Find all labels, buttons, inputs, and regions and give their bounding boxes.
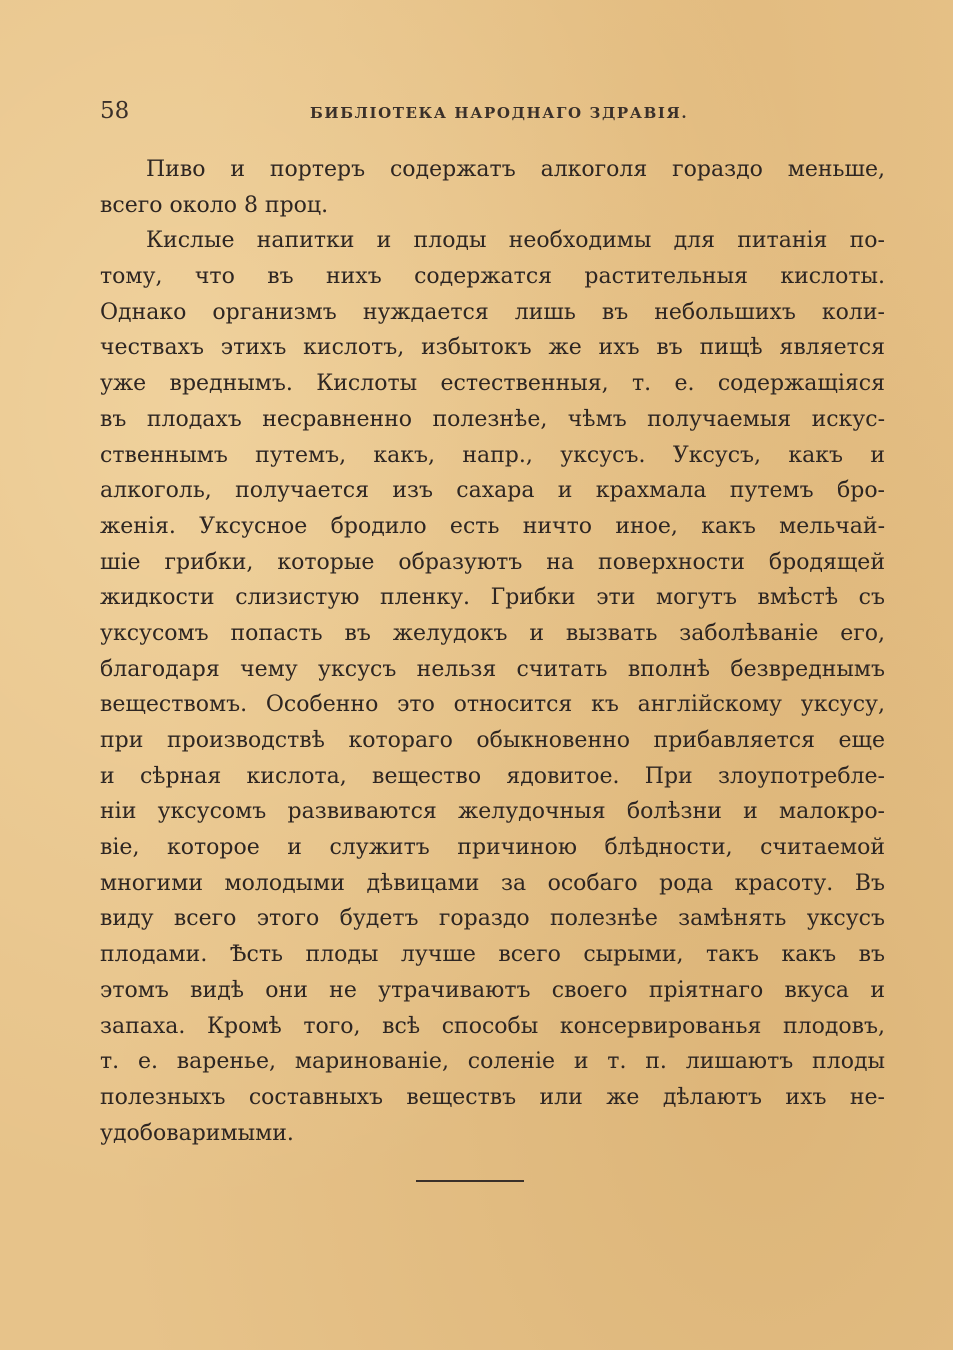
- text-line: многими молодыми дѣвицами за особаго рода красоту. Въ: [100, 870, 885, 896]
- text-line: при производствѣ котораго обыкновенно прибавляется еще: [100, 728, 885, 753]
- text-line: уксусомъ попасть въ желудокъ и вызвать заболѣваніе его,: [100, 620, 885, 646]
- text-line: удобоваримыми.: [100, 1120, 294, 1146]
- text-line: запаха. Кромѣ того, всѣ способы консервированья плодовъ,: [100, 1013, 885, 1039]
- body-text: [100, 152, 885, 1151]
- text-line: женія. Уксусное бродило есть ничто иное, какъ мельчай-: [100, 513, 885, 539]
- text-line: Однако организмъ нуждается лишь въ небольшихъ коли-: [100, 299, 885, 325]
- text-line: уже вреднымъ. Кислоты естественныя, т. е. содержащіяся: [100, 371, 885, 397]
- page-header: [100, 97, 885, 129]
- text-line: ніи уксусомъ развиваются желудочныя болѣзни и малокро-: [100, 799, 885, 825]
- text-line: въ плодахъ несравненно полезнѣе, чѣмъ получаемыя искус-: [100, 406, 885, 432]
- text-line: шіе грибки, которые образуютъ на поверхности бродящей: [100, 549, 885, 575]
- text-line: плодами. Ѣсть плоды лучше всего сырыми, такъ какъ въ: [100, 942, 885, 968]
- section-divider: [416, 1180, 524, 1182]
- text-line: Кислые напитки и плоды необходимы для питанія по-: [146, 228, 885, 254]
- text-line: віе, которое и служитъ причиною блѣдности, считаемой: [100, 835, 885, 861]
- text-line: алкоголь, получается изъ сахара и крахмала путемъ бро-: [100, 478, 885, 504]
- text-line: Пиво и портеръ содержатъ алкоголя гораздо меньше,: [146, 157, 885, 182]
- text-line: веществомъ. Особенно это относится къ англійскому уксусу,: [100, 692, 885, 718]
- text-line: чествахъ этихъ кислотъ, избытокъ же ихъ въ пищѣ является: [100, 335, 885, 361]
- text-line: жидкости слизистую пленку. Грибки эти могутъ вмѣстѣ съ: [100, 585, 885, 611]
- text-line: виду всего этого будетъ гораздо полезнѣе замѣнять уксусъ: [100, 906, 885, 932]
- text-line: т. е. варенье, маринованіе, соленіе и т. п. лишаютъ плоды: [100, 1049, 885, 1075]
- text-line: и сѣрная кислота, вещество ядовитое. При злоупотребле-: [100, 763, 885, 789]
- text-line: всего около 8 проц.: [100, 192, 329, 218]
- text-line: полезныхъ составныхъ веществъ или же дѣлаютъ ихъ не-: [100, 1084, 885, 1110]
- running-head: БИБЛIОТЕКА НАРОДНАГО ЗДРАВIЯ.: [310, 104, 689, 122]
- page-number: 58: [100, 98, 130, 124]
- text-line: этомъ видѣ они не утрачиваютъ своего пріятнаго вкуса и: [100, 977, 885, 1003]
- text-line: тому, что въ нихъ содержатся растительныя кислоты.: [100, 264, 885, 290]
- text-line: благодаря чему уксусъ нельзя считать вполнѣ безвреднымъ: [100, 656, 885, 682]
- text-line: ственнымъ путемъ, какъ, напр., уксусъ. Уксусъ, какъ и: [100, 442, 885, 468]
